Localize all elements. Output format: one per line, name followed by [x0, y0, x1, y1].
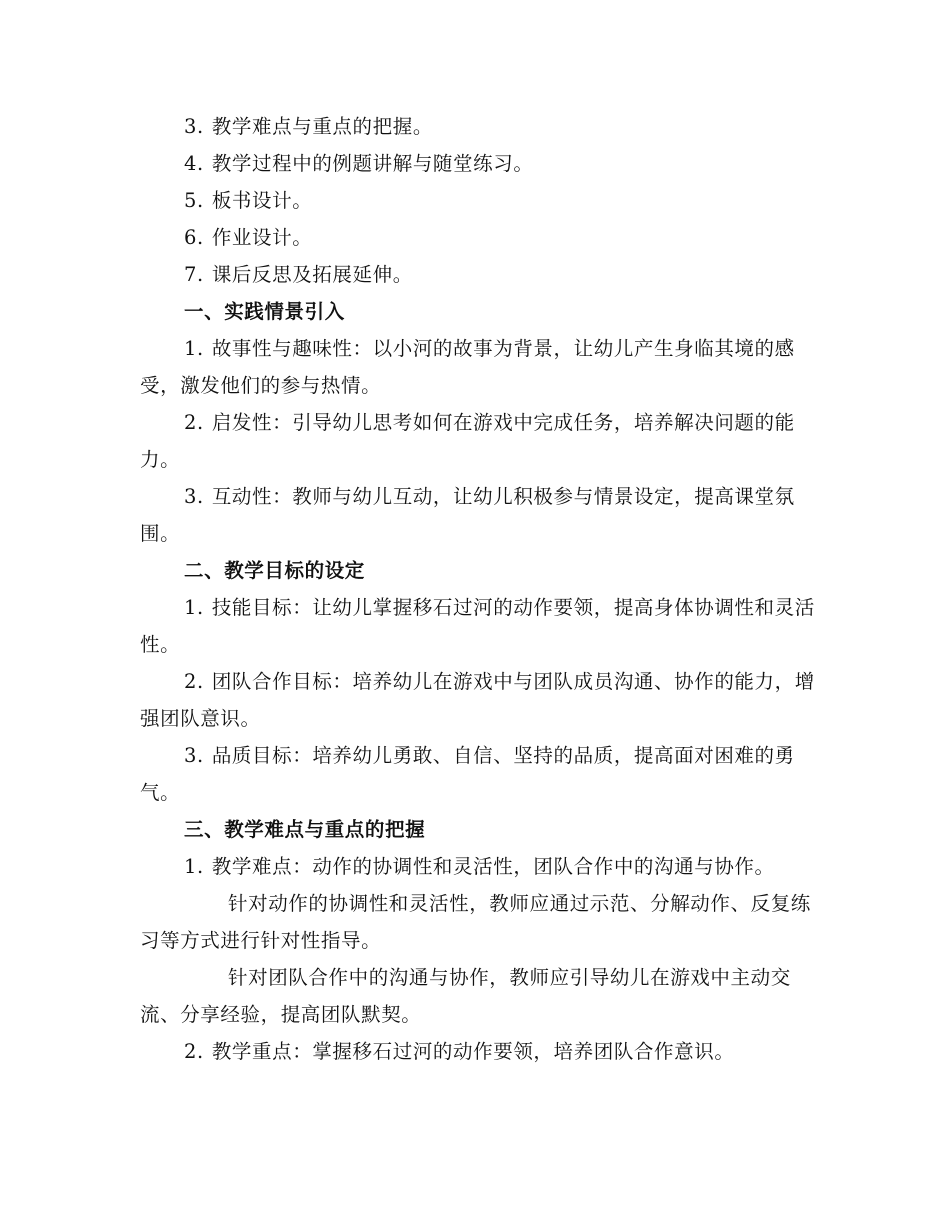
paragraph-text: 启发性：引导幼儿思考如何在游戏中完成任务，培养解决问题的能力。 [140, 411, 795, 471]
list-number: 3. [184, 744, 204, 767]
list-number: 3. [184, 485, 204, 508]
document-body [140, 108, 820, 1070]
paragraph-text: 互动性：教师与幼儿互动，让幼儿积极参与情景设定，提高课堂氛围。 [140, 485, 795, 545]
list-item [140, 256, 820, 293]
list-number: 4. [184, 152, 204, 175]
paragraph [140, 589, 820, 663]
section-heading: 一、实践情景引入 [184, 300, 345, 323]
list-number: 1. [184, 855, 204, 878]
list-item [140, 182, 820, 219]
list-text: 教学难点与重点的把握。 [211, 115, 433, 138]
paragraph-text: 故事性与趣味性：以小河的故事为背景，让幼儿产生身临其境的感受，激发他们的参与热情。 [140, 337, 795, 397]
paragraph [140, 330, 820, 404]
paragraph [140, 663, 820, 737]
sub-paragraph: 针对动作的协调性和灵活性，教师应通过示范、分解动作、反复练习等方式进行针对性指导。 [140, 892, 811, 952]
list-item [140, 145, 820, 182]
paragraph [140, 404, 820, 478]
paragraph [140, 848, 820, 885]
paragraph-text: 品质目标：培养幼儿勇敢、自信、坚持的品质，提高面对困难的勇气。 [140, 744, 795, 804]
list-text: 作业设计。 [211, 226, 313, 249]
paragraph [140, 737, 820, 811]
list-number: 6. [184, 226, 204, 249]
paragraph [140, 1033, 820, 1070]
list-text: 板书设计。 [211, 189, 313, 212]
list-number: 7. [184, 263, 204, 286]
paragraph-text: 教学难点：动作的协调性和灵活性，团队合作中的沟通与协作。 [211, 855, 775, 878]
list-item [140, 219, 820, 256]
section-heading: 三、教学难点与重点的把握 [184, 818, 426, 841]
paragraph-text: 教学重点：掌握移石过河的动作要领，培养团队合作意识。 [211, 1040, 735, 1063]
paragraph-text: 团队合作目标：培养幼儿在游戏中与团队成员沟通、协作的能力，增强团队意识。 [140, 670, 815, 730]
list-number: 1. [184, 337, 204, 360]
list-number: 1. [184, 596, 204, 619]
list-text: 教学过程中的例题讲解与随堂练习。 [211, 152, 534, 175]
list-number: 5. [184, 189, 204, 212]
paragraph-text: 技能目标：让幼儿掌握移石过河的动作要领，提高身体协调性和灵活性。 [140, 596, 815, 656]
list-item [140, 108, 820, 145]
list-number: 2. [184, 411, 204, 434]
sub-paragraph: 针对团队合作中的沟通与协作，教师应引导幼儿在游戏中主动交流、分享经验，提高团队默契。 [140, 966, 791, 1026]
list-number: 2. [184, 670, 204, 693]
list-text: 课后反思及拓展延伸。 [211, 263, 413, 286]
list-number: 2. [184, 1040, 204, 1063]
section-heading: 二、教学目标的设定 [184, 559, 365, 582]
paragraph [140, 478, 820, 552]
list-number: 3. [184, 115, 204, 138]
